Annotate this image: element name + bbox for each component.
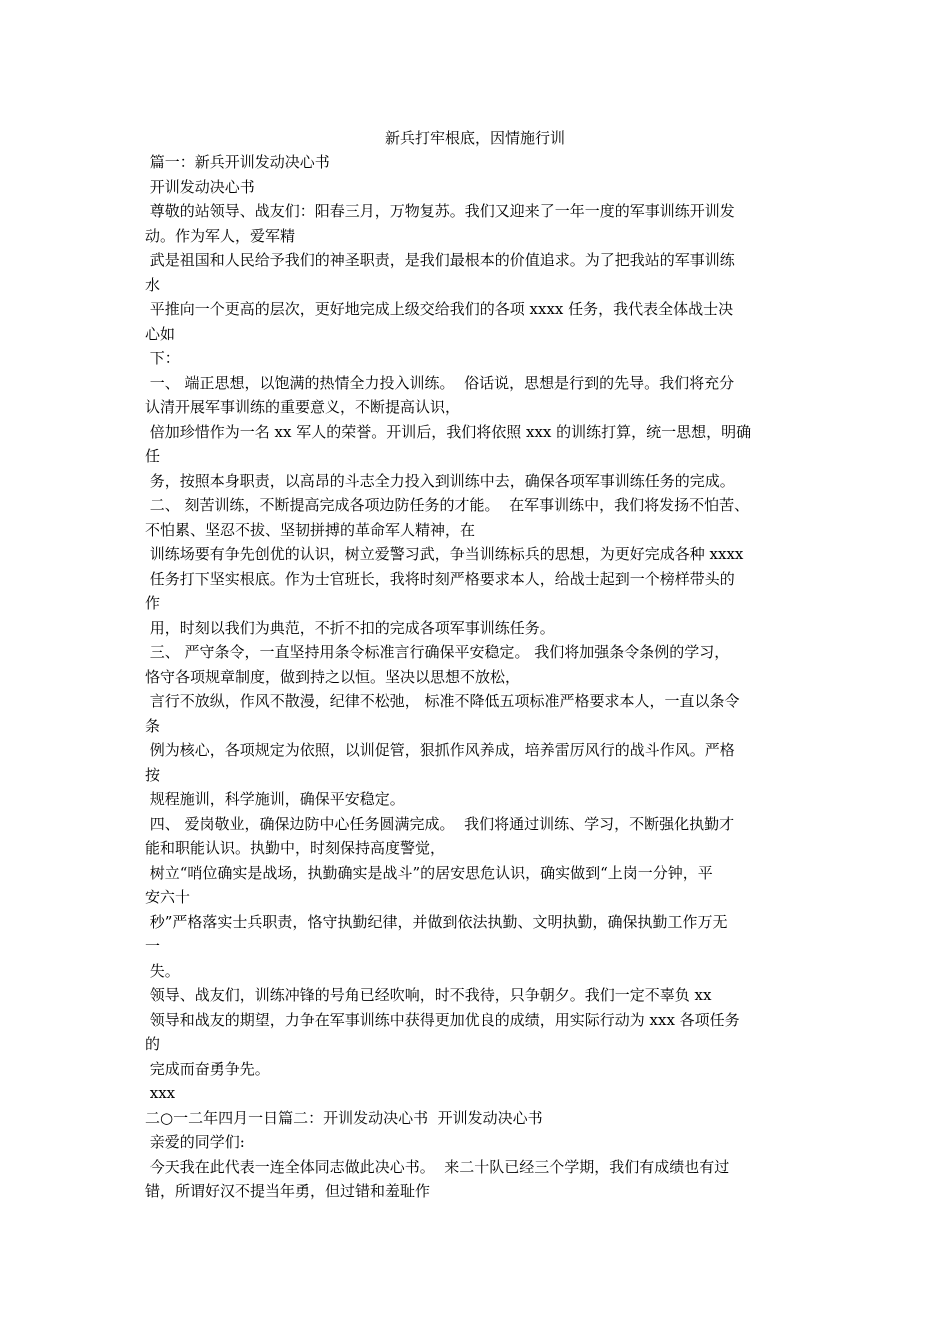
text-line: 篇一：新兵开训发动决心书 bbox=[145, 153, 330, 171]
text-line: 领导和战友的期望，力争在军事训练中获得更加优良的成绩，用实际行动为 xxx 各项任务 bbox=[145, 1010, 740, 1029]
text-line: xxx bbox=[145, 1084, 176, 1102]
text-line: 倍加珍惜作为一名 xx 军人的荣誉。开训后，我们将依照 xxx 的训练打算，统一思想，明确 bbox=[145, 422, 752, 441]
text-line: 恪守各项规章制度，做到持之以恒。坚决以思想不放松， bbox=[145, 667, 521, 686]
text-line: 用，时刻以我们为典范，不折不扣的完成各项军事训练任务。 bbox=[145, 618, 555, 637]
text-line: 言行不放纵，作风不散漫，纪律不松弛， 标准不降低五项标准严格要求本人，一直以条令 bbox=[145, 692, 740, 710]
text-line: 作 bbox=[145, 594, 161, 612]
text-line: 亲爱的同学们: bbox=[145, 1133, 245, 1151]
text-line: 领导、战友们，训练冲锋的号角已经吹响，时不我待，只争朝夕。我们一定不辜负 xx bbox=[145, 986, 712, 1004]
text-line: 例为核心，各项规定为依照，以训促管，狠抓作风养成，培养雷厉风行的战斗作风。严格 bbox=[145, 741, 735, 759]
document-body bbox=[145, 150, 815, 1204]
text-line: 完成而奋勇争先。 bbox=[145, 1059, 270, 1078]
text-line: 不怕累、坚忍不拔、坚韧拼搏的革命军人精神，在 bbox=[145, 520, 476, 539]
text-line: 秒”严格落实士兵职责，恪守执勤纪律，并做到依法执勤、文明执勤，确保执勤工作万无 bbox=[145, 912, 728, 931]
text-line: 训练场要有争先创优的认识，树立爱警习武，争当训练标兵的思想，为更好完成各种 xxxx bbox=[145, 545, 744, 563]
text-line: 能和职能认识。执勤中，时刻保持高度警觉， bbox=[145, 839, 446, 857]
text-line: 任 bbox=[145, 447, 161, 465]
text-line: 今天我在此代表一连全体同志做此决心书。 来二十队已经三个学期，我们有成绩也有过 bbox=[145, 1157, 730, 1176]
text-line: 认清开展军事训练的重要意义，不断提高认识， bbox=[145, 398, 461, 416]
text-line: 动。作为军人，爱军精 bbox=[145, 226, 296, 245]
text-line: 规程施训，科学施训，确保平安稳定。 bbox=[145, 790, 405, 808]
text-line: 武是祖国和人民给予我们的神圣职责，是我们最根本的价值追求。为了把我站的军事训练 bbox=[145, 251, 735, 269]
text-line: 尊敬的站领导、战友们：阳春三月，万物复苏。我们又迎来了一年一度的军事训练开训发 bbox=[145, 202, 735, 220]
text-line: 一、 端正思想，以饱满的热情全力投入训练。 俗话说，思想是行到的先导。我们将充分 bbox=[145, 373, 735, 392]
text-line: 四、 爱岗敬业，确保边防中心任务圆满完成。 我们将通过训练、学习，不断强化执勤才 bbox=[145, 814, 735, 833]
text-line: 错，所谓好汉不提当年勇，但过错和羞耻作 bbox=[145, 1182, 431, 1200]
text-line: 按 bbox=[145, 765, 161, 784]
text-line: 失。 bbox=[145, 961, 180, 980]
text-line: 树立“哨位确实是战场，执勤确实是战斗”的居安思危认识，确实做到“上岗一分钟，平 bbox=[145, 863, 713, 882]
text-line: 心如 bbox=[145, 324, 176, 343]
text-line: 开训发动决心书 bbox=[145, 177, 255, 196]
text-line: 下： bbox=[145, 349, 180, 367]
text-line: 任务打下坚实根底。作为士官班长，我将时刻严格要求本人，给战士起到一个榜样带头的 bbox=[145, 569, 735, 588]
text-line: 务，按照本身职责，以高昂的斗志全力投入到训练中去，确保各项军事训练任务的完成。 bbox=[145, 471, 735, 490]
text-line: 平推向一个更高的层次，更好地完成上级交给我们的各项 xxxx 任务，我代表全体战士决 bbox=[145, 300, 734, 318]
text-line: 水 bbox=[145, 275, 161, 294]
text-line: 的 bbox=[145, 1035, 161, 1053]
text-line: 二○一二年四月一日篇二：开训发动决心书 开训发动决心书 bbox=[145, 1108, 543, 1127]
text-line: 安六十 bbox=[145, 888, 191, 906]
text-line: 二、 刻苦训练，不断提高完成各项边防任务的才能。 在军事训练中，我们将发扬不怕苦、 bbox=[145, 496, 750, 514]
text-line: 三、 严守条令，一直坚持用条令标准言行确保平安稳定。 我们将加强条令条例的学习， bbox=[145, 643, 730, 661]
text-line: 条 bbox=[145, 716, 161, 735]
text-line: 一 bbox=[145, 937, 161, 955]
document-title: 新兵打牢根底，因情施行训 bbox=[384, 129, 565, 147]
